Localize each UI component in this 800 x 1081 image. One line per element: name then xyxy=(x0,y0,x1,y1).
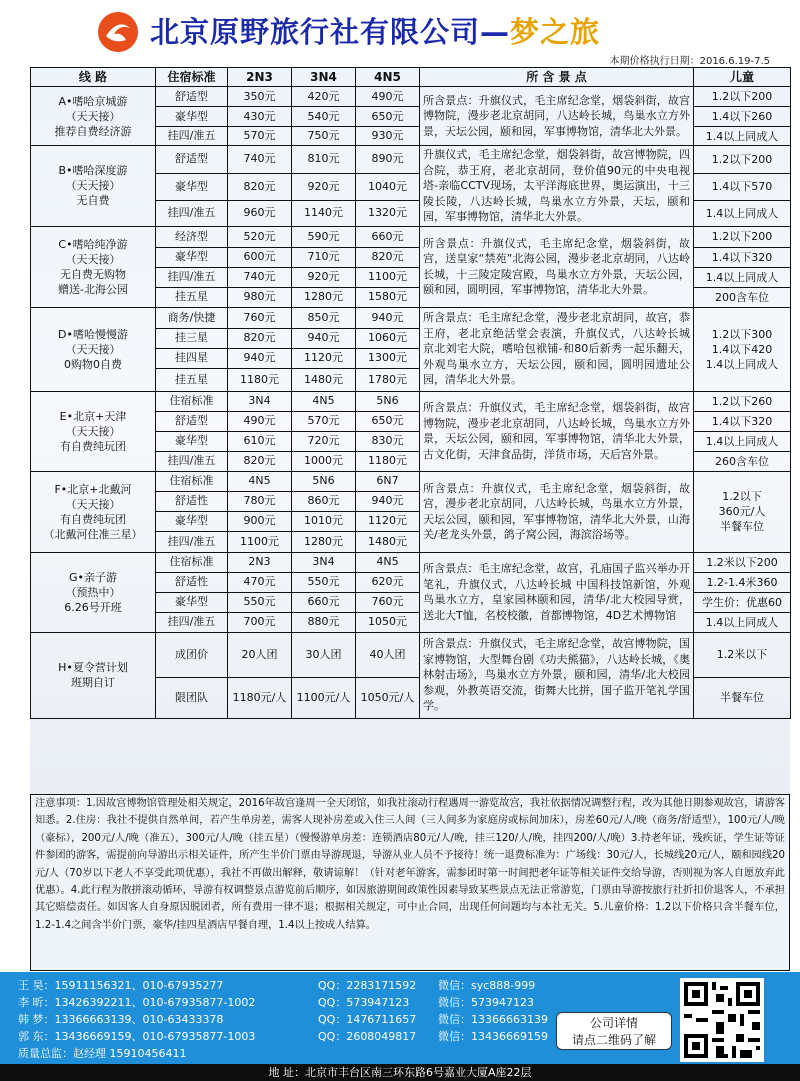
room-standard: 挂四/准五 xyxy=(156,127,228,146)
price-cell: 940元 xyxy=(228,348,292,368)
child-price: 1.4以下260 xyxy=(694,107,791,127)
price-table-panel xyxy=(30,67,790,794)
table-row xyxy=(31,146,791,174)
room-standard: 挂三星 xyxy=(156,328,228,348)
scenic-spots: 所含景点：毛主席纪念堂，故宫，孔庙国子监兴举办开笔礼，升旗仪式，八达岭长城 中国科技馆新馆，外观鸟巢水立方，皇家园林颐和园，清华/北大校园导赏，送北大T恤，名校校徽，首都博物馆，4D艺术博物馆 xyxy=(420,552,694,632)
price-cell: 490元 xyxy=(228,411,292,431)
child-price: 半餐车位 xyxy=(694,677,791,718)
child-price: 1.4以上同成人 xyxy=(694,201,791,226)
room-standard: 住宿标准 xyxy=(156,471,228,491)
price-period: 本期价格执行日期：2016.6.19-7.5 xyxy=(609,56,770,67)
price-cell: 610元 xyxy=(228,431,292,451)
child-price: 1.4以下320 xyxy=(694,247,791,267)
price-cell: 760元 xyxy=(356,592,420,612)
price-cell: 520元 xyxy=(228,226,292,247)
price-cell: 550元 xyxy=(228,592,292,612)
child-price: 1.2米以下 xyxy=(694,632,791,677)
scenic-spots: 所含景点：升旗仪式，毛主席纪念堂，烟袋斜街，故宫博物院，漫步老北京胡同，八达岭长城，鸟巢水立方外景，天坛公园，颐和园，军事博物馆，清华北大外景。 xyxy=(420,87,694,146)
price-cell: 1100元 xyxy=(356,267,420,287)
price-cell: 1010元 xyxy=(292,511,356,531)
table-row xyxy=(31,307,791,328)
price-cell: 1480元 xyxy=(356,531,420,552)
route-line: （天天接） xyxy=(65,497,121,511)
scenic-spots: 升旗仪式，毛主席纪念堂，烟袋斜街，故宫博物院，四合院，恭王府，老北京胡同，登价值90元的中央电视塔-亲临CCTV现场，太平洋海底世界，奥运演出，十三陵长陵，八达岭长城，鸟巢水立方外景，天坛，颐和园，军事博物馆，清华北大外景。 xyxy=(420,146,694,227)
child-price: 1.2米以下200 xyxy=(694,552,791,572)
price-cell: 920元 xyxy=(292,267,356,287)
room-standard: 挂四星 xyxy=(156,348,228,368)
scenic-spots: 所含景点：升旗仪式，毛主席纪念堂，烟袋斜街，故宫，送皇家“禁苑”北海公园，漫步老北京胡同，八达岭长城，十三陵定陵宫殿，鸟巢水立方外景，天坛公园，颐和园，圆明园，军事博物馆，清华北大外景。 xyxy=(420,226,694,307)
route-name xyxy=(31,307,156,391)
scenic-spots: 所含景点：升旗仪式，毛主席纪念堂，烟袋斜街，故宫，漫步老北京胡同，八达岭长城，鸟巢水立方外景，天坛公园，颐和园，军事博物馆，清华北大外景，山海关/老龙头外景，鸽子窝公园，海滨浴场等。 xyxy=(420,471,694,552)
route-line: H•夏令营计划 xyxy=(58,661,128,674)
header-cell: 所 含 景 点 xyxy=(420,68,694,87)
room-standard: 住宿标准 xyxy=(156,552,228,572)
route-line: 有自费纯玩团 xyxy=(60,512,126,526)
table-row xyxy=(31,632,791,677)
contact-qq: QQ：1476711657 xyxy=(318,1013,417,1026)
quality-manager: 质量总监：赵经理 15910456411 xyxy=(18,1047,187,1060)
route-line: （天天接） xyxy=(65,109,121,123)
price-cell: 960元 xyxy=(228,201,292,226)
price-cell: 850元 xyxy=(292,307,356,328)
room-standard: 舒适型 xyxy=(156,411,228,431)
route-line: 0购物0自费 xyxy=(64,357,122,371)
room-standard: 经济型 xyxy=(156,226,228,247)
price-cell: 2N3 xyxy=(228,552,292,572)
child-price xyxy=(694,471,791,552)
price-cell: 710元 xyxy=(292,247,356,267)
table-row xyxy=(31,226,791,247)
room-standard: 豪华型 xyxy=(156,173,228,201)
room-standard: 豪华型 xyxy=(156,431,228,451)
price-cell: 1180元/人 xyxy=(228,677,292,718)
price-cell: 940元 xyxy=(356,307,420,328)
contact-wechat: 微信：13366663139 xyxy=(438,1013,548,1026)
price-cell: 820元 xyxy=(356,247,420,267)
route-line: 6.26号开班 xyxy=(64,600,122,614)
price-cell: 600元 xyxy=(228,247,292,267)
contact-qq: QQ：2283171592 xyxy=(318,979,417,992)
room-standard: 挂四/准五 xyxy=(156,531,228,552)
route-line: （北戴河住准三星） xyxy=(43,527,143,541)
title-accent: 梦之旅 xyxy=(510,15,601,49)
route-name xyxy=(31,552,156,632)
child-price-line: 360元/人 xyxy=(718,505,766,518)
child-price-line: 1.4以下420 xyxy=(711,342,773,356)
price-cell: 570元 xyxy=(292,411,356,431)
route-line: （天天接） xyxy=(65,424,121,438)
price-cell: 1780元 xyxy=(356,368,420,391)
child-price-line: 1.2以下300 xyxy=(711,327,773,341)
price-cell: 4N5 xyxy=(228,471,292,491)
price-cell: 5N6 xyxy=(292,471,356,491)
route-name xyxy=(31,146,156,227)
child-price xyxy=(694,307,791,391)
price-cell: 20人团 xyxy=(228,632,292,677)
price-cell: 490元 xyxy=(356,87,420,107)
contact-wechat: 微信：syc888-999 xyxy=(438,979,536,992)
price-cell: 760元 xyxy=(228,307,292,328)
room-standard: 挂四/准五 xyxy=(156,451,228,471)
price-cell: 1280元 xyxy=(292,531,356,552)
room-standard: 舒适性 xyxy=(156,572,228,592)
price-cell: 430元 xyxy=(228,107,292,127)
contact-row xyxy=(18,1011,548,1028)
price-cell: 620元 xyxy=(356,572,420,592)
scenic-spots: 所含景点：升旗仪式，毛主席纪念堂，故宫博物院，国家博物馆，大型舞台剧《功夫熊猫》，八达岭长城，《奥林射击场》，鸟巢水立方外景，颐和园，清华/北大校园参观，外教英语交流，街舞大比拼，国子监开笔礼学国学。 xyxy=(420,632,694,718)
contact-phone: 韩 梦：13366663139、010-63433378 xyxy=(18,1013,224,1026)
room-standard: 挂五星 xyxy=(156,287,228,307)
header-cell: 儿童 xyxy=(694,68,791,87)
child-price: 1.4以下320 xyxy=(694,411,791,431)
contact-phone: 王 昊：15911156321、010-67935277 xyxy=(18,979,224,992)
address-bar: 地 址：北京市丰台区南三环东路6号嘉业大厦A座22层 xyxy=(0,1064,800,1081)
route-line: （天天接） xyxy=(65,179,121,193)
room-standard: 豪华型 xyxy=(156,247,228,267)
price-cell: 1180元 xyxy=(356,451,420,471)
route-line: （天天接） xyxy=(65,252,121,266)
price-cell: 5N6 xyxy=(356,391,420,411)
child-price-line: 1.2以下 xyxy=(722,490,762,503)
price-cell: 820元 xyxy=(228,328,292,348)
price-cell: 590元 xyxy=(292,226,356,247)
qr-code-icon[interactable] xyxy=(680,978,764,1062)
price-cell: 900元 xyxy=(228,511,292,531)
route-line: A•嗜哈京城游 xyxy=(58,94,128,108)
price-table xyxy=(30,67,791,719)
price-cell: 40人团 xyxy=(356,632,420,677)
route-line: C•嗜哈纯净游 xyxy=(58,237,128,251)
price-cell: 1100元 xyxy=(228,531,292,552)
route-name xyxy=(31,391,156,471)
contact-row xyxy=(18,1028,548,1045)
price-cell: 880元 xyxy=(292,612,356,632)
scenic-spots: 所含景点：升旗仪式，毛主席纪念堂，烟袋斜街，故宫博物院，漫步老北京胡同，八达岭长城，鸟巢水立方外景，天坛公园，颐和园，军事博物馆，清华北大外景，古文化街，天津食品街，洋货市场，天后宫外景。 xyxy=(420,391,694,471)
route-line: 赠送-北海公园 xyxy=(58,282,128,296)
title-main: 北京原野旅行社有限公司— xyxy=(150,15,511,49)
price-cell: 920元 xyxy=(292,173,356,201)
price-cell: 420元 xyxy=(292,87,356,107)
child-price: 1.4以下570 xyxy=(694,173,791,201)
child-price: 1.2以下260 xyxy=(694,391,791,411)
notes-section: 注意事项：1.因故宫博物馆管理处相关规定，2016年故宫逢周一全天闭馆，如我社滚动行程遇周一游览故宫，我社依据情况调整行程，改为其他日期参观故宫，请游客知悉。2.住房：我社不提供自然单间，若产生单房差，需客人现补房差或入住三人间（三人间多为家庭房或标间加床），房差60元/人/晚（商务/舒适型），100元/人/晚（豪标），200元/人/晚（准五），300元/人/晚（挂五星）（慢慢游单房差：连锁酒店80元/人/晚，挂三120/人/晚，挂四200/人/晚）3.持老年证，残疾证，学生证等证件参团的游客，需提前向导游出示相关证件，所产生半价门票由导游现退，导游从业人员不予接待！统一退费标准为：广场线：30元/人，长城线20元/人，颐和园线20元/人（70岁以下老人不享受此项优惠），我社不再做出解释，敬请谅解！（针对老年游客，需参团时第一时间把老年证等相关证件交给导游，否则视为客人自愿放弃此优惠）。4.此行程为散拼滚动循环，导游有权调整景点游览前后顺序，如因旅游期间政策性因素导致某些景点无法正常游览，门票由导游按旅行社折扣价退客人，不承担其它赔偿责任。如因客人自身原因脱团者，所有费用一律不退；根据相关规定，可中止合同，出现任何问题均与本社无关。5.儿童价格：1.2以下价格只含半餐车位，1.2-1.4之间含半价门票，豪华/挂四星酒店早餐自理，1.4以上按成人结算。 xyxy=(30,794,790,971)
child-price: 1.2以下200 xyxy=(694,146,791,174)
child-price: 1.4以上同成人 xyxy=(694,267,791,287)
price-cell: 820元 xyxy=(228,173,292,201)
route-name xyxy=(31,471,156,552)
room-standard: 豪华型 xyxy=(156,511,228,531)
price-cell: 1300元 xyxy=(356,348,420,368)
page-title xyxy=(150,10,600,51)
route-name xyxy=(31,632,156,718)
price-cell: 810元 xyxy=(292,146,356,174)
route-line: B•嗜哈深度游 xyxy=(58,164,128,178)
room-standard: 舒适性 xyxy=(156,491,228,511)
route-line: G•亲子游 xyxy=(68,570,117,584)
child-price: 260含车位 xyxy=(694,451,791,471)
price-cell: 1140元 xyxy=(292,201,356,226)
room-standard: 舒适型 xyxy=(156,146,228,174)
price-cell: 1050元 xyxy=(356,612,420,632)
room-standard: 商务/快捷 xyxy=(156,307,228,328)
company-detail-box xyxy=(556,1012,672,1050)
price-cell: 1180元 xyxy=(228,368,292,391)
contact-row xyxy=(18,994,538,1011)
contact-qq: QQ：2608049817 xyxy=(318,1030,417,1043)
price-cell: 1480元 xyxy=(292,368,356,391)
price-cell: 750元 xyxy=(292,127,356,146)
route-line: D•嗜哈慢慢游 xyxy=(58,327,128,341)
route-line: 班期自订 xyxy=(71,676,115,689)
price-cell: 1000元 xyxy=(292,451,356,471)
route-line: （预热中） xyxy=(65,585,121,599)
room-standard: 住宿标准 xyxy=(156,391,228,411)
contact-phone: 李 昕：13426392211、010-67935877-1002 xyxy=(18,996,256,1009)
child-price-line: 1.4以上同成人 xyxy=(705,357,779,371)
table-row xyxy=(31,391,791,411)
contact-qq: QQ：573947123 xyxy=(318,996,410,1009)
route-line: 有自费纯玩团 xyxy=(60,439,126,453)
price-cell: 660元 xyxy=(292,592,356,612)
price-cell: 1280元 xyxy=(292,287,356,307)
price-cell: 3N4 xyxy=(228,391,292,411)
room-standard: 成团价 xyxy=(156,632,228,677)
room-standard: 挂四/准五 xyxy=(156,201,228,226)
room-standard: 豪华型 xyxy=(156,592,228,612)
price-cell: 470元 xyxy=(228,572,292,592)
price-cell: 3N4 xyxy=(292,552,356,572)
contact-wechat: 微信：13436669159 xyxy=(438,1030,548,1043)
price-cell: 650元 xyxy=(356,411,420,431)
child-price-line: 半餐车位 xyxy=(720,520,764,533)
table-row xyxy=(31,552,791,572)
route-name xyxy=(31,87,156,146)
detail-line: 请点二维码了解 xyxy=(571,1033,656,1047)
price-cell: 740元 xyxy=(228,267,292,287)
room-standard: 挂四/准五 xyxy=(156,612,228,632)
price-cell: 980元 xyxy=(228,287,292,307)
price-cell: 740元 xyxy=(228,146,292,174)
route-line: E•北京+天津 xyxy=(59,409,127,423)
child-price: 200含车位 xyxy=(694,287,791,307)
header-cell: 4N5 xyxy=(356,68,420,87)
price-cell: 820元 xyxy=(228,451,292,471)
child-price: 1.4以上同成人 xyxy=(694,127,791,146)
contact-row xyxy=(18,977,538,994)
price-cell: 780元 xyxy=(228,491,292,511)
price-cell: 890元 xyxy=(356,146,420,174)
price-cell: 700元 xyxy=(228,612,292,632)
room-standard: 豪华型 xyxy=(156,107,228,127)
route-line: 无自费 xyxy=(76,194,110,208)
price-cell: 1120元 xyxy=(356,511,420,531)
price-cell: 650元 xyxy=(356,107,420,127)
price-cell: 550元 xyxy=(292,572,356,592)
child-price: 1.4以上同成人 xyxy=(694,612,791,632)
contact-phone: 郭 东：13436669159、010-67935877-1003 xyxy=(18,1030,256,1043)
header-cell: 3N4 xyxy=(292,68,356,87)
route-line: （天天接） xyxy=(65,342,121,356)
price-cell: 940元 xyxy=(356,491,420,511)
detail-line: 公司详情 xyxy=(589,1016,638,1030)
room-standard: 挂五星 xyxy=(156,368,228,391)
table-row xyxy=(31,471,791,491)
scenic-spots: 所含景点：毛主席纪念堂，漫步老北京胡同，故宫，恭王府，老北京绝活堂会表演，升旗仪式，八达岭长城 京北刘宅大院，嗜哈包袱铺-和80后新秀一起乐翻天，外观鸟巢水立方，天坛公园，颐和园，圆明园遗址公园，清华北大外景。 xyxy=(420,307,694,391)
price-cell: 930元 xyxy=(356,127,420,146)
route-line: F•北京+北戴河 xyxy=(54,482,132,496)
contact-wechat: 微信：573947123 xyxy=(438,996,534,1009)
price-cell: 570元 xyxy=(228,127,292,146)
table-row xyxy=(31,87,791,107)
route-name xyxy=(31,226,156,307)
price-cell: 940元 xyxy=(292,328,356,348)
price-cell: 720元 xyxy=(292,431,356,451)
price-cell: 660元 xyxy=(356,226,420,247)
header xyxy=(0,0,800,66)
price-cell: 1100元/人 xyxy=(292,677,356,718)
child-price: 1.2-1.4米360 xyxy=(694,572,791,592)
price-cell: 1580元 xyxy=(356,287,420,307)
child-price: 1.2以下200 xyxy=(694,226,791,247)
header-cell: 2N3 xyxy=(228,68,292,87)
price-cell: 1040元 xyxy=(356,173,420,201)
route-line: 无自费无购物 xyxy=(60,267,126,281)
price-cell: 1050元/人 xyxy=(356,677,420,718)
table-header-row xyxy=(31,68,791,87)
header-cell: 住宿标准 xyxy=(156,68,228,87)
child-price: 学生价：优惠60 xyxy=(694,592,791,612)
price-cell: 30人团 xyxy=(292,632,356,677)
price-cell: 1320元 xyxy=(356,201,420,226)
company-logo-icon xyxy=(96,10,140,54)
price-cell: 6N7 xyxy=(356,471,420,491)
price-cell: 1060元 xyxy=(356,328,420,348)
table-body xyxy=(31,87,791,719)
price-cell: 860元 xyxy=(292,491,356,511)
child-price: 1.4以上同成人 xyxy=(694,431,791,451)
price-cell: 4N5 xyxy=(292,391,356,411)
child-price: 1.2以下200 xyxy=(694,87,791,107)
price-cell: 830元 xyxy=(356,431,420,451)
room-standard: 舒适型 xyxy=(156,87,228,107)
route-line: 推荐自费经济游 xyxy=(54,124,132,138)
price-cell: 540元 xyxy=(292,107,356,127)
header-cell: 线 路 xyxy=(31,68,156,87)
price-cell: 4N5 xyxy=(356,552,420,572)
price-cell: 350元 xyxy=(228,87,292,107)
price-cell: 1120元 xyxy=(292,348,356,368)
room-standard: 限团队 xyxy=(156,677,228,718)
room-standard: 挂四/准五 xyxy=(156,267,228,287)
